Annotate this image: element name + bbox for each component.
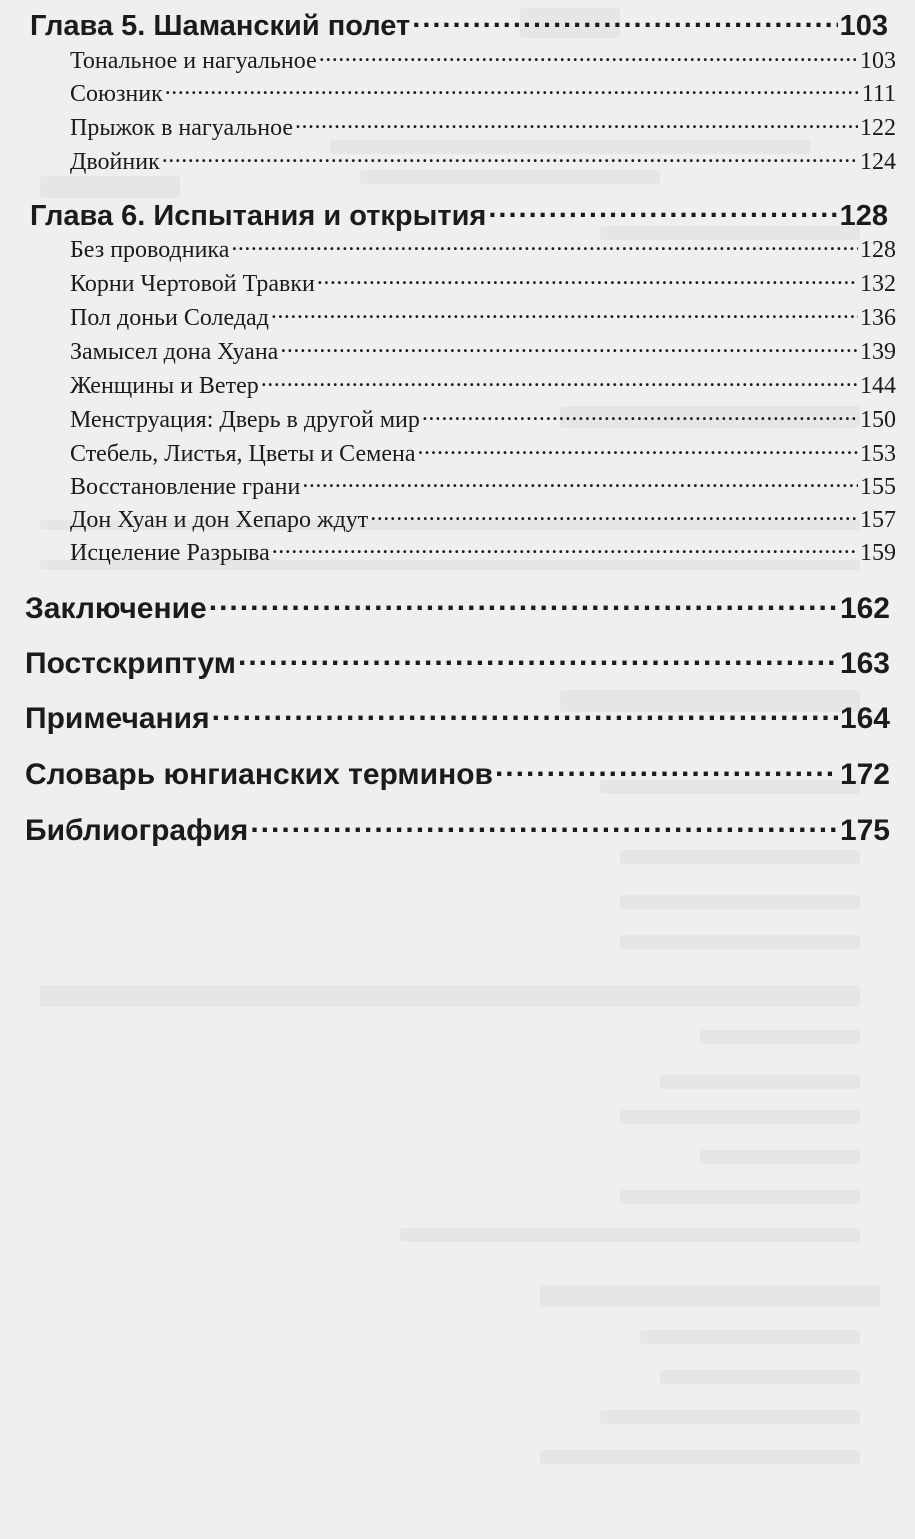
section-page-number: 172	[839, 758, 890, 791]
chapter-title: Глава 5. Шаманский полет	[30, 10, 411, 42]
item-title: Союзник	[70, 81, 163, 107]
section-title: Постскриптум	[25, 647, 236, 680]
section-title: Словарь юнгианских терминов	[25, 758, 493, 791]
section-page-number: 164	[839, 702, 890, 735]
section-title: Библиография	[25, 814, 249, 847]
dot-leader	[295, 111, 858, 135]
item-page-number: 136	[860, 305, 896, 331]
item-page-number: 144	[860, 373, 896, 399]
item-page-number: 159	[860, 540, 896, 566]
toc-section-conclusion[interactable]	[25, 588, 890, 626]
toc-section-glossary[interactable]	[25, 754, 890, 792]
toc-item[interactable]	[70, 77, 896, 108]
dot-leader	[271, 301, 858, 325]
item-title: Стебель, Листья, Цветы и Семена	[70, 441, 416, 467]
dot-leader	[370, 503, 858, 527]
section-page-number: 162	[839, 592, 890, 625]
chapter-page-number: 128	[839, 200, 888, 232]
item-title: Пол доньи Соледад	[70, 305, 269, 331]
item-page-number: 132	[860, 271, 896, 297]
toc-item[interactable]	[70, 470, 896, 501]
item-page-number: 153	[860, 441, 896, 467]
item-title: Женщины и Ветер	[70, 373, 259, 399]
chapter-page-number: 103	[839, 10, 888, 42]
section-page-number: 175	[839, 814, 890, 847]
toc-item[interactable]	[70, 503, 896, 534]
toc-item[interactable]	[70, 369, 896, 400]
toc-item[interactable]	[70, 233, 896, 264]
chapter-title: Глава 6. Испытания и открытия	[30, 200, 487, 232]
dot-leader	[317, 267, 858, 291]
dot-leader	[261, 369, 858, 393]
toc-chapter-6[interactable]	[30, 196, 888, 233]
toc-section-notes[interactable]	[25, 698, 890, 736]
item-page-number: 139	[860, 339, 896, 365]
item-title: Исцеление Разрыва	[70, 540, 270, 566]
dot-leader	[417, 437, 858, 461]
item-page-number: 155	[860, 474, 896, 500]
dot-leader	[319, 44, 858, 68]
toc-item[interactable]	[70, 145, 896, 176]
toc-item[interactable]	[70, 437, 896, 468]
dot-leader	[212, 698, 838, 728]
dot-leader	[165, 77, 860, 101]
item-title: Без проводника	[70, 237, 230, 263]
toc-item[interactable]	[70, 335, 896, 366]
toc-item[interactable]	[70, 301, 896, 332]
dot-leader	[238, 643, 838, 673]
dot-leader	[209, 588, 838, 618]
item-title: Корни Чертовой Травки	[70, 271, 315, 297]
item-title: Двойник	[70, 149, 160, 175]
section-page-number: 163	[839, 647, 890, 680]
dot-leader	[280, 335, 858, 359]
dot-leader	[412, 6, 837, 35]
dot-leader	[302, 470, 858, 494]
item-page-number: 103	[860, 48, 896, 74]
item-title: Тональное и нагуальное	[70, 48, 317, 74]
item-page-number: 150	[860, 407, 896, 433]
toc-item[interactable]	[70, 403, 896, 434]
item-page-number: 124	[860, 149, 896, 175]
item-title: Менструация: Дверь в другой мир	[70, 407, 420, 433]
item-title: Замысел дона Хуана	[70, 339, 279, 365]
item-page-number: 128	[860, 237, 896, 263]
toc-item[interactable]	[70, 536, 896, 567]
item-page-number: 122	[860, 115, 896, 141]
section-title: Заключение	[25, 592, 207, 625]
dot-leader	[272, 536, 858, 560]
dot-leader	[495, 754, 838, 784]
toc-section-bibliography[interactable]	[25, 810, 890, 848]
toc-section-postscript[interactable]	[25, 643, 890, 681]
toc-chapter-5[interactable]	[30, 6, 888, 43]
dot-leader	[231, 233, 858, 257]
item-title: Дон Хуан и дон Хепаро ждут	[70, 507, 369, 533]
item-title: Восстановление грани	[70, 474, 301, 500]
section-title: Примечания	[25, 702, 210, 735]
dot-leader	[162, 145, 858, 169]
toc-item[interactable]	[70, 111, 896, 142]
item-page-number: 157	[860, 507, 896, 533]
item-title: Прыжок в нагуальное	[70, 115, 294, 141]
dot-leader	[250, 810, 838, 840]
dot-leader	[488, 196, 837, 225]
toc-item[interactable]	[70, 267, 896, 298]
toc-item[interactable]	[70, 44, 896, 75]
dot-leader	[422, 403, 858, 427]
item-page-number: 111	[861, 81, 896, 107]
